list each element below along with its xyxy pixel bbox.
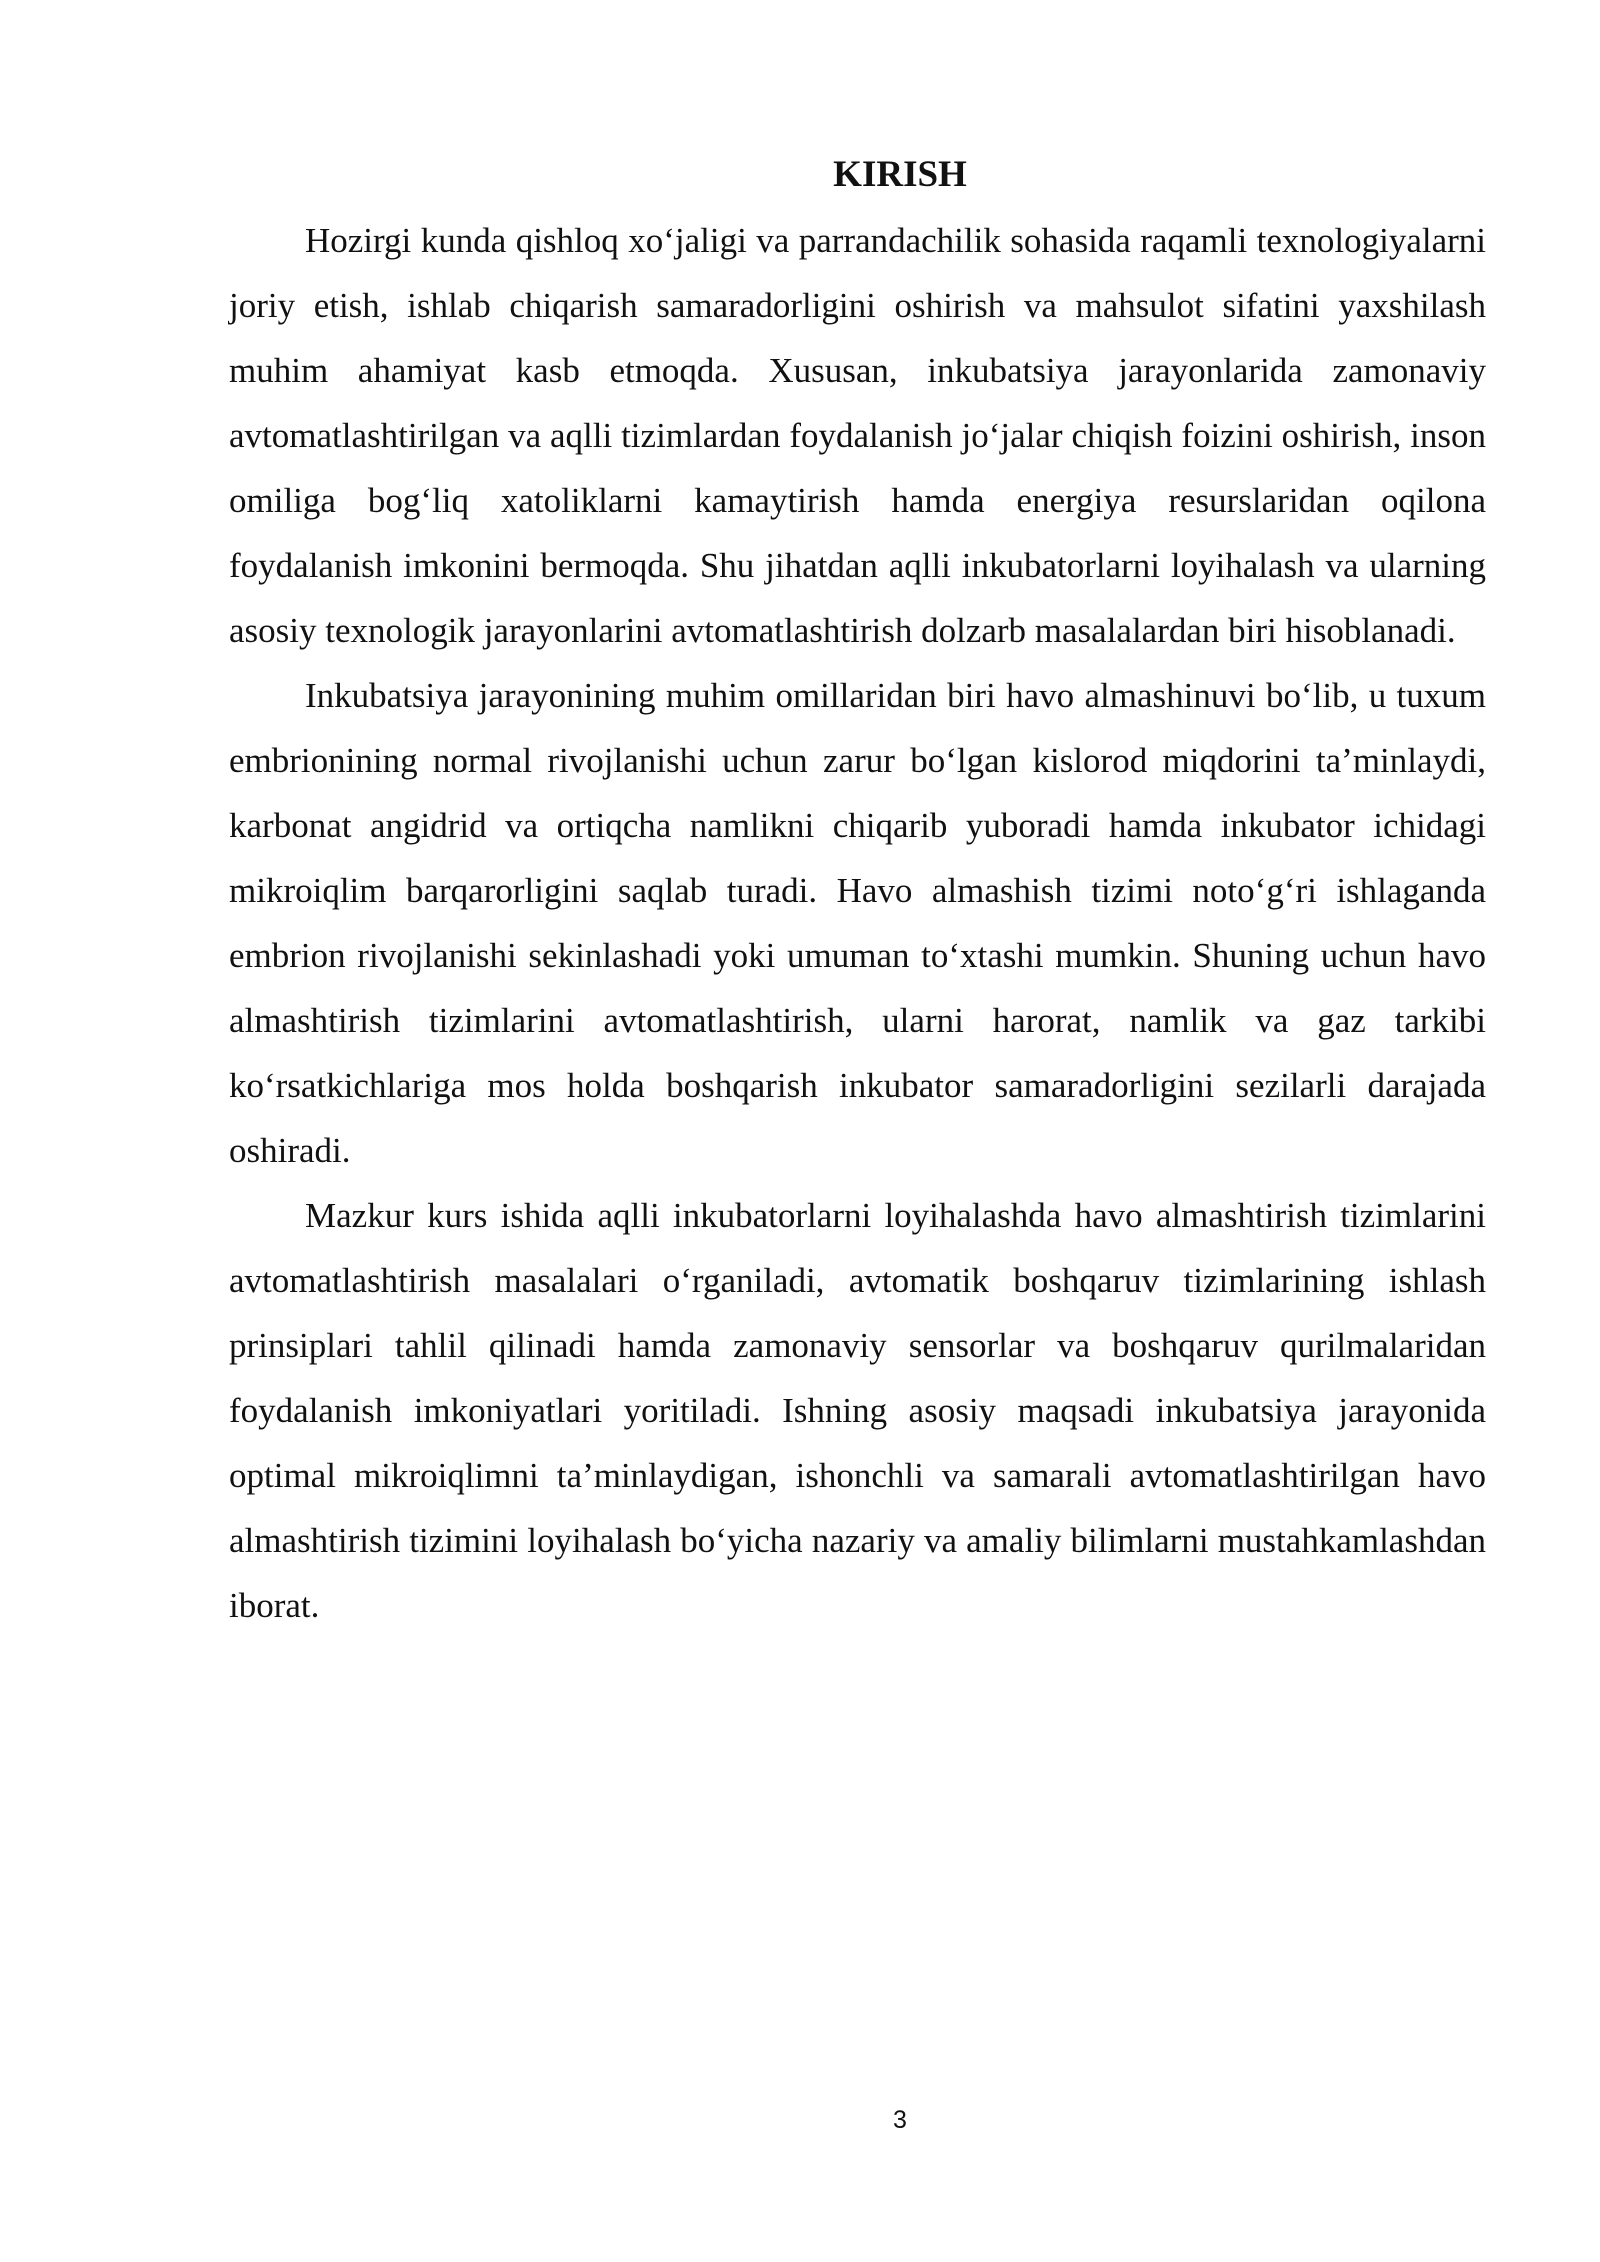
page-number: 3: [893, 2106, 907, 2134]
paragraph-3: Mazkur kurs ishida aqlli inkubatorlarni loyihalashda havo almashtirish tizimlarini avtomatlashtirish masalalari o‘rganiladi, avtomatik boshqaruv tizimlarining ishlash prinsiplari tahlil qilinadi hamda zamonaviy sensorlar va boshqaruv qurilmalaridan foydalanish imkoniyatlari yoritiladi. Ishning asosiy maqsadi inkubatsiya jarayonida optimal mikroiqlimni ta’minlaydigan, ishonchli va samarali avtomatlashtirilgan havo almashtirish tizimini loyihalash bo‘yicha nazariy va amaliy bilimlarni mustahkamlashdan iborat.: [229, 1196, 1486, 1625]
section-heading: KIRISH: [833, 154, 967, 195]
paragraph-2: Inkubatsiya jarayonining muhim omillaridan biri havo almashinuvi bo‘lib, u tuxum embrionining normal rivojlanishi uchun zarur bo‘lgan kislorod miqdorini ta’minlaydi, karbonat angidrid va ortiqcha namlikni chiqarib yuboradi hamda inkubator ichidagi mikroiqlim barqarorligini saqlab turadi. Havo almashish tizimi noto‘g‘ri ishlaganda embrion rivojlanishi sekinlashadi yoki umuman to‘xtashi mumkin. Shuning uchun havo almashtirish tizimlarini avtomatlashtirish, ularni harorat, namlik va gaz tarkibi ko‘rsatkichlariga mos holda boshqarish inkubator samaradorligini sezilarli darajada oshiradi.: [229, 676, 1486, 1170]
paragraph-1: Hozirgi kunda qishloq xo‘jaligi va parrandachilik sohasida raqamli texnologiyalarni joriy etish, ishlab chiqarish samaradorligini oshirish va mahsulot sifatini yaxshilash muhim ahamiyat kasb etmoqda. Xususan, inkubatsiya jarayonlarida zamonaviy avtomatlashtirilgan va aqlli tizimlardan foydalanish jo‘jalar chiqish foizini oshirish, inson omiliga bog‘liq xatoliklarni kamaytirish hamda energiya resurslaridan oqilona foydalanish imkonini bermoqda. Shu jihatdan aqlli inkubatorlarni loyihalash va ularning asosiy texnologik jarayonlarini avtomatlashtirish dolzarb masalalardan biri hisoblanadi.: [229, 221, 1486, 650]
body-text: [229, 208, 1486, 1638]
